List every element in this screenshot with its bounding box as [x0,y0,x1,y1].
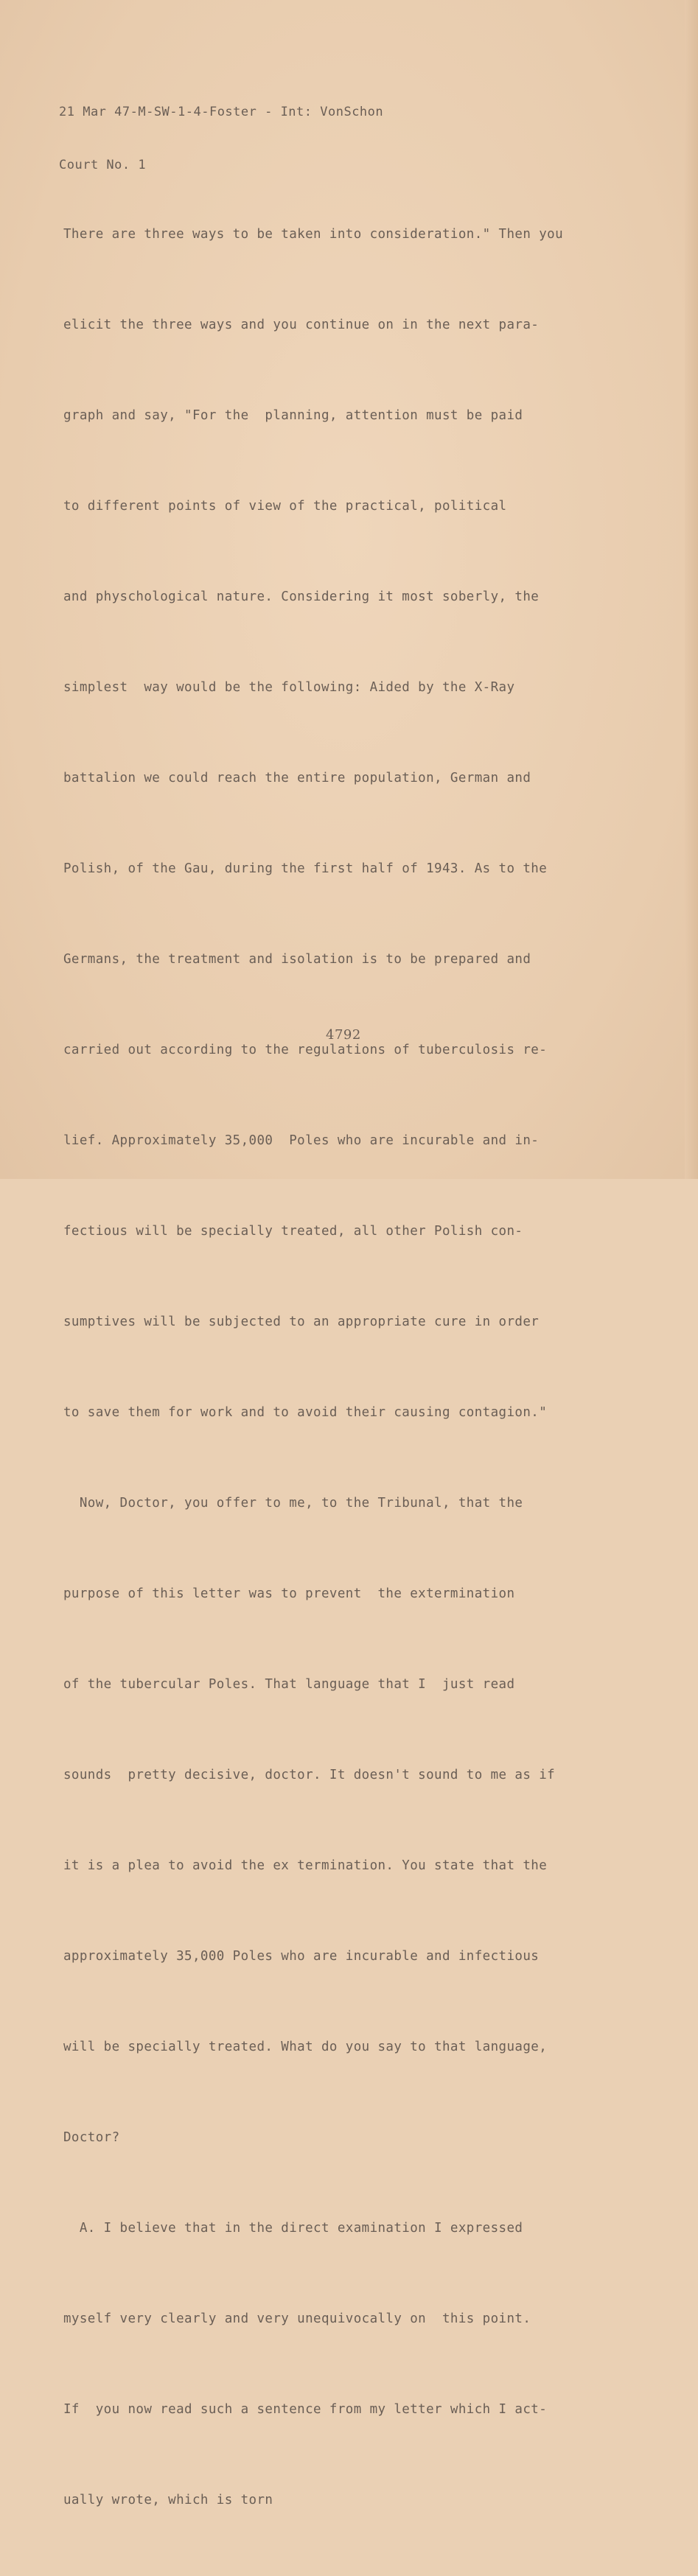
text-line: Doctor? [63,2130,120,2145]
page-edge [685,0,698,1179]
text-line: fectious will be specially treated, all other Polish con- [63,1224,523,1239]
text-line: A. I believe that in the direct examination I expressed [63,2221,523,2236]
text-line: graph and say, "For the planning, attention must be paid [63,408,523,423]
text-line: If you now read such a sentence from my letter which I act- [63,2402,548,2417]
text-line: will be specially treated. What do you say to that language, [63,2040,548,2054]
text-line: carried out according to the regulations of tuberculosis re- [63,1043,548,1057]
text-line: approximately 35,000 Poles who are incurable and infectious [63,1949,540,1964]
text-line: to different points of view of the practical, political [63,499,507,514]
text-line: elicit the three ways and you continue on in the next para- [63,318,540,332]
transcript-body [63,159,624,2576]
text-line: ually wrote, which is torn [63,2493,273,2507]
header-court-line: Court No. 1 [59,158,147,172]
text-line: to save them for work and to avoid their causing contagion." [63,1405,548,1420]
text-line: There are three ways to be taken into consideration." Then you [63,227,564,242]
page-number: 4792 [326,1027,361,1043]
text-line: of the tubercular Poles. That language that I just read [63,1677,515,1692]
text-line: myself very clearly and very unequivocally on this point. [63,2311,531,2326]
header-case-line: 21 Mar 47-M-SW-1-4-Foster - Int: VonSchon [59,105,384,119]
text-line: Germans, the treatment and isolation is to be prepared and [63,952,531,967]
text-line: Polish, of the Gau, during the first half of 1943. As to the [63,861,548,876]
text-line: simplest way would be the following: Aided by the X-Ray [63,680,515,695]
text-line: sounds pretty decisive, doctor. It doesn't sound to me as if [63,1768,556,1782]
text-line: and physchological nature. Considering it most soberly, the [63,589,540,604]
text-line: sumptives will be subjected to an appropriate cure in order [63,1315,540,1329]
text-line: Now, Doctor, you offer to me, to the Tribunal, that the [63,1496,523,1511]
text-line: purpose of this letter was to prevent the extermination [63,1586,515,1601]
text-line: battalion we could reach the entire population, German and [63,771,531,785]
text-line: it is a plea to avoid the ex termination. You state that the [63,1858,548,1873]
text-line: lief. Approximately 35,000 Poles who are incurable and in- [63,1133,540,1148]
